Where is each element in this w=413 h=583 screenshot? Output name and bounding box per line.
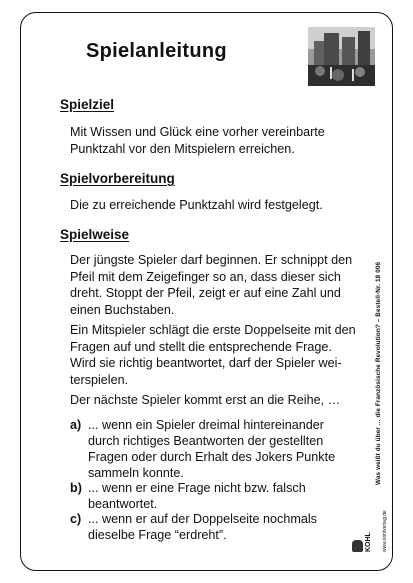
- publisher-logo-icon: [352, 540, 363, 552]
- heading-spielweise: Spielweise: [60, 227, 130, 242]
- bastille-illustration: [308, 27, 375, 86]
- spielvorbereitung-text: Die zu erreichende Punktzahl wird festgelegt.: [70, 198, 323, 212]
- spielweise-paragraph-3: Der nächste Spieler kommt erst an die Reihe, …: [70, 393, 341, 407]
- series-order-number: Was weißt du über ... die Französische Revolution? – Bestell-Nr. 18 006: [375, 261, 382, 485]
- spielweise-paragraph-1: Der jüngste Spieler darf beginnen. Er schnippt den Pfeil mit dem Zeigefinger so an, dass dieser sich dreht. Stoppt der Pfeil, zeigt er auf eine Zahl und einen Buchstaben.: [70, 253, 353, 317]
- heading-spielziel: Spielziel: [60, 97, 115, 112]
- publisher-name: KOHL: [365, 532, 372, 552]
- heading-spielvorbereitung: Spielvorbereitung: [60, 171, 175, 186]
- publisher-website: www.kohlverlag.de: [382, 510, 388, 552]
- spielweise-paragraph-2: Ein Mitspieler schlägt die erste Doppelseite mit den Fragen auf und stellt die entsprechende Frage. Wird sie richtig beantwortet, darf der Spieler wei- terspielen.: [70, 323, 356, 387]
- spielziel-text: Mit Wissen und Glück eine vorher vereinbarte Punktzahl vor den Mitspielern erreichen.: [70, 125, 325, 156]
- page-title: Spielanleitung: [86, 40, 227, 62]
